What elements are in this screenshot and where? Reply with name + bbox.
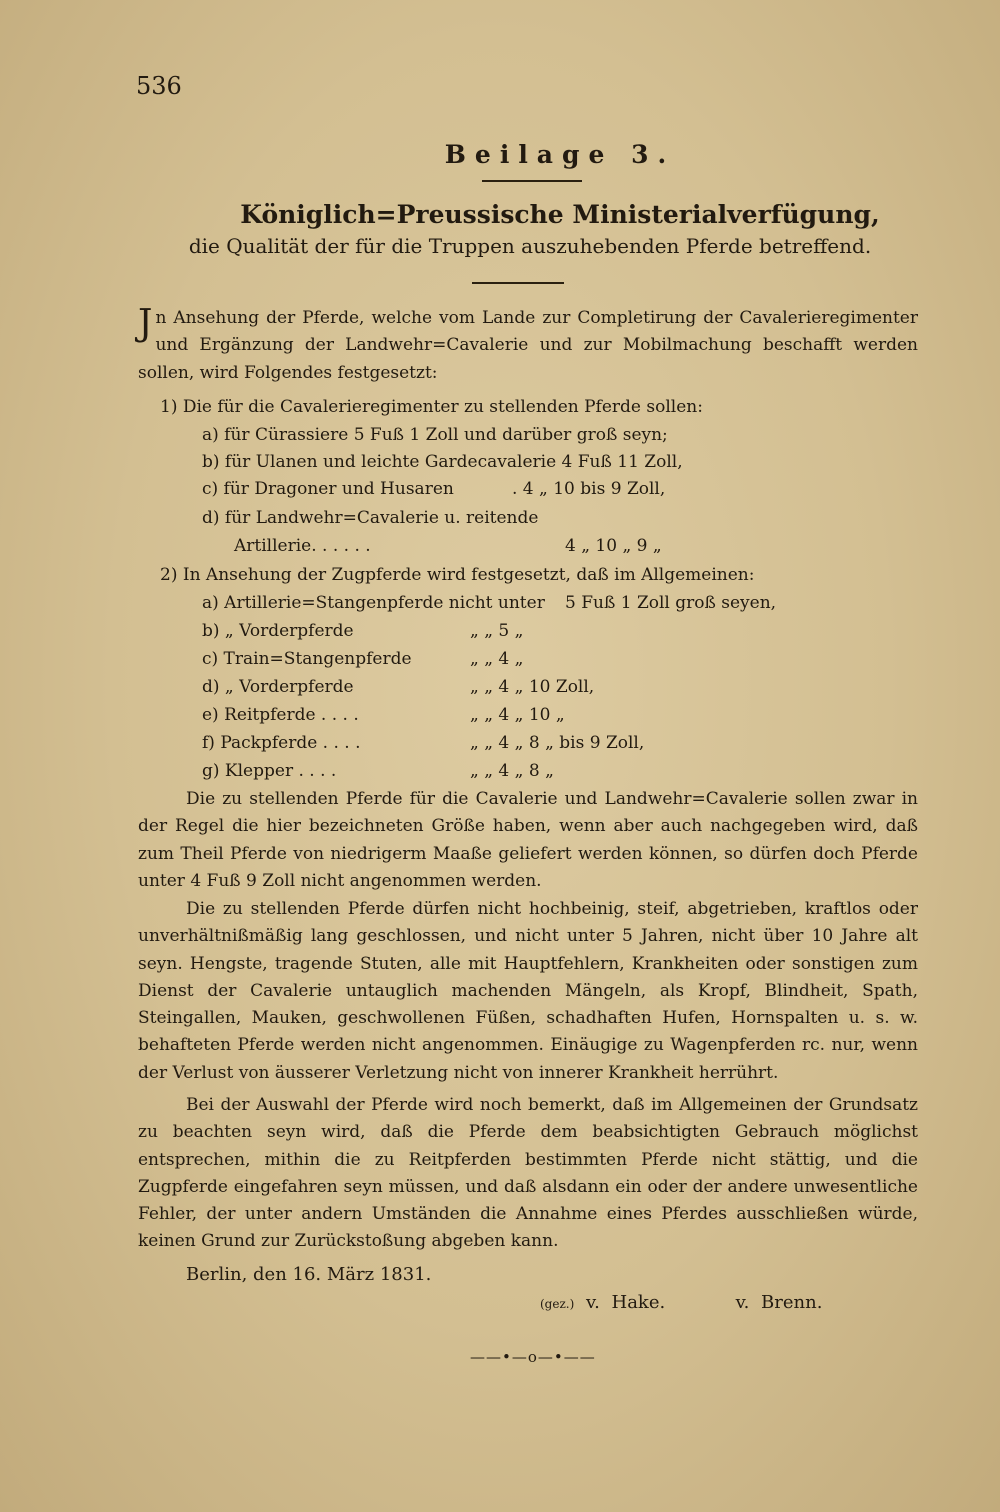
- signature-name-2: v. Brenn.: [735, 1292, 823, 1313]
- title-divider: [472, 282, 564, 284]
- section2-item-e-values: „ „ 4 „ 10 „: [470, 705, 565, 725]
- section1-item-c-values: . 4 „ 10 bis 9 Zoll,: [512, 479, 666, 499]
- intro-paragraph: [138, 305, 918, 387]
- section2-item-b-values: „ „ 5 „: [470, 621, 524, 641]
- signature-name-1: v. Hake.: [586, 1292, 666, 1313]
- signature-prefix: (gez.): [540, 1297, 575, 1311]
- section2-item-d: d) „ Vorderpferde: [202, 677, 354, 697]
- section1-item-d-cont: Artillerie. . . . . .: [234, 536, 371, 556]
- section1-item-b: b) für Ulanen und leichte Gardecavalerie 4 Fuß 11 Zoll,: [202, 452, 683, 472]
- end-ornament: ——•—o—•——: [470, 1348, 596, 1366]
- document-subtitle: die Qualität der für die Truppen auszuhebenden Pferde betreffend.: [188, 234, 872, 258]
- section2-item-a-values: 5 Fuß 1 Zoll groß seyen,: [565, 593, 777, 613]
- section1-item-d-values: 4 „ 10 „ 9 „: [565, 536, 662, 556]
- section2-item-g: g) Klepper . . . .: [202, 761, 337, 781]
- section2-item-c-values: „ „ 4 „: [470, 649, 524, 669]
- paragraph-defects: Die zu stellenden Pferde dürfen nicht hochbeinig, steif, abgetrieben, kraftlos oder unverhältnißmäßig lang geschlossen, und nicht unter 5 Jahren, nicht über 10 Jahre alt seyn. Hengste, tragende Stuten, alle mit Hauptfehlern, Krankheiten oder sonstigen zum Dienst der Cavalerie untauglich machenden Mängeln, als Kropf, Blindheit, Spath, Steingallen, Mauken, geschwollenen Füßen, schadhaften Hufen, Hornspalten u. s. w. behafteten Pferde werden nicht angenommen. Einäugige zu Wagenpferden rc. nur, wenn der Verlust von äusserer Verletzung nicht von innerer Krankheit herrührt.: [138, 899, 918, 1083]
- appendix-heading: Beilage 3.: [444, 140, 676, 169]
- section1-heading: 1) Die für die Cavalerieregimenter zu stellenden Pferde sollen:: [160, 397, 703, 417]
- section1-item-c: c) für Dragoner und Husaren: [202, 479, 454, 499]
- section2-heading: 2) In Ansehung der Zugpferde wird festgesetzt, daß im Allgemeinen:: [160, 565, 755, 585]
- section2-item-d-values: „ „ 4 „ 10 Zoll,: [470, 677, 595, 697]
- section2-item-f-values: „ „ 4 „ 8 „ bis 9 Zoll,: [470, 733, 645, 753]
- drop-initial: J: [138, 303, 153, 344]
- section2-item-g-values: „ „ 4 „ 8 „: [470, 761, 554, 781]
- section2-item-a: a) Artillerie=Stangenpferde nicht unter: [202, 593, 545, 613]
- heading-divider: [482, 180, 582, 182]
- section2-item-f: f) Packpferde . . . .: [202, 733, 361, 753]
- intro-text: n Ansehung der Pferde, welche vom Lande zur Completirung der Cavalerieregimenter und Ergänzung der Landwehr=Cavalerie und zur Mobilmachung beschafft werden sollen, wird Folgendes festgesetzt:: [138, 308, 918, 383]
- date-line: Berlin, den 16. März 1831.: [186, 1264, 432, 1285]
- section2-item-c: c) Train=Stangenpferde: [202, 649, 412, 669]
- section1-item-a: a) für Cürassiere 5 Fuß 1 Zoll und darüber groß seyn;: [202, 425, 668, 445]
- page-number: 536: [136, 72, 182, 100]
- section2-item-b: b) „ Vorderpferde: [202, 621, 354, 641]
- paragraph-size-rule: Die zu stellenden Pferde für die Cavalerie und Landwehr=Cavalerie sollen zwar in der Regel die hier bezeichneten Größe haben, wenn aber auch nachgegeben wird, daß zum Theil Pferde von niedrigerm Maaße geliefert werden können, so dürfen doch Pferde unter 4 Fuß 9 Zoll nicht angenommen werden.: [138, 789, 918, 891]
- signature-line: [540, 1292, 822, 1313]
- document-title: Königlich=Preussische Ministerialverfügung,: [240, 200, 880, 229]
- section2-item-e: e) Reitpferde . . . .: [202, 705, 359, 725]
- section1-item-d: d) für Landwehr=Cavalerie u. reitende: [202, 508, 539, 528]
- paragraph-selection: Bei der Auswahl der Pferde wird noch bemerkt, daß im Allgemeinen der Grundsatz zu beachten seyn wird, daß die Pferde dem beabsichtigten Gebrauch möglichst entsprechen, mithin die zu Reitpferden bestimmten Pferde nicht stättig, und die Zugpferde eingefahren seyn müssen, und daß alsdann ein oder der andere unwesentliche Fehler, der unter andern Umständen die Annahme eines Pferdes ausschließen würde, keinen Grund zur Zurückstoßung abgeben kann.: [138, 1095, 918, 1252]
